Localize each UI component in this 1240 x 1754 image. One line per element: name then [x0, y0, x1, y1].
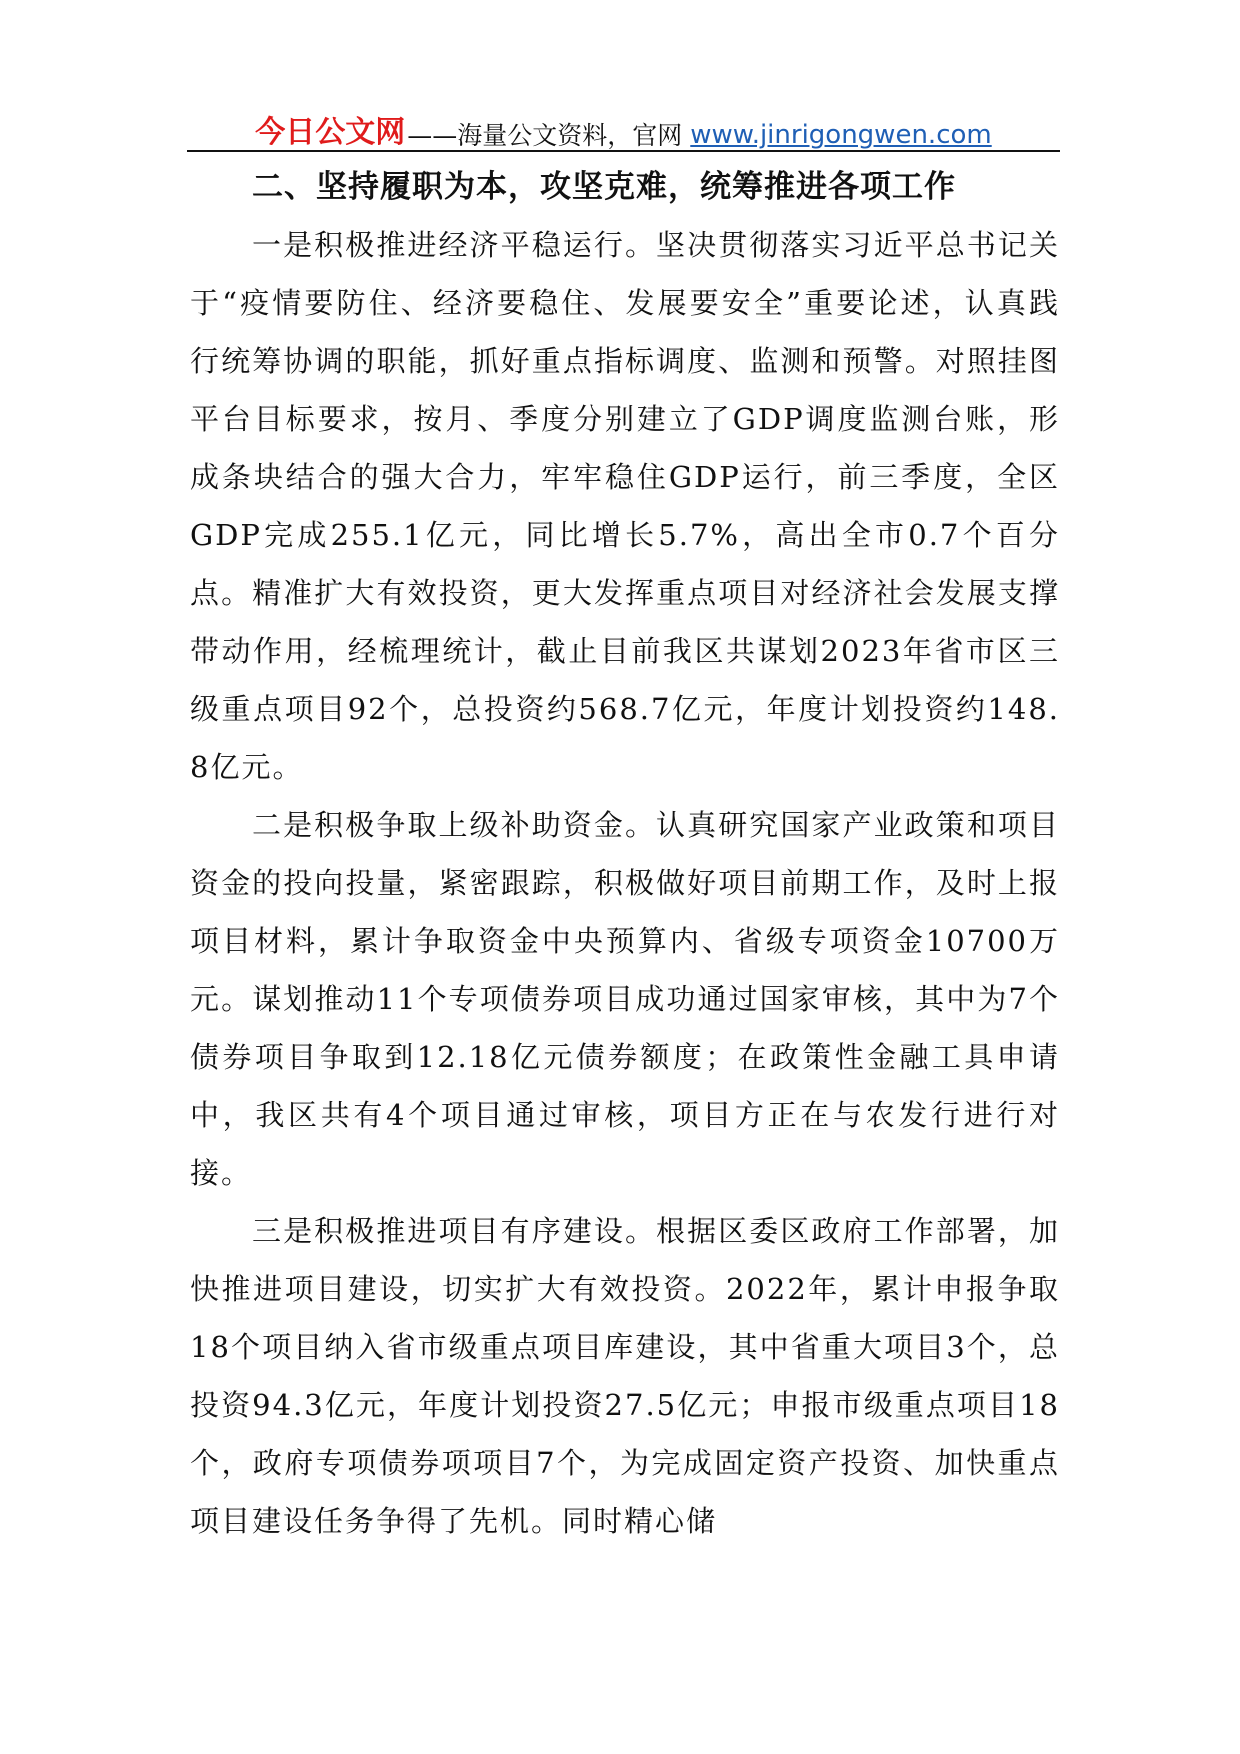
document-body — [190, 158, 1060, 1550]
paragraph-projects: 三是积极推进项目有序建设。根据区委区政府工作部署，加快推进项目建设，切实扩大有效投资。2022年，累计申报争取18个项目纳入省市级重点项目库建设，其中省重大项目3个，总投资94.3亿元，年度计划投资27.5亿元；申报市级重点项目18个，政府专项债券项项目7个，为完成固定资产投资、加快重点项目建设任务争得了先机。同时精心储 — [190, 1214, 1060, 1538]
header-tagline: ——海量公文资料，官网 — [407, 121, 683, 150]
header-divider — [187, 150, 1060, 152]
page-header — [187, 104, 1060, 148]
brand-name: 今日公文网 — [255, 115, 406, 150]
paragraph-funding: 二是积极争取上级补助资金。认真研究国家产业政策和项目资金的投向投量，紧密跟踪，积极做好项目前期工作，及时上报项目材料，累计争取资金中央预算内、省级专项资金10700万元。谋划推动11个专项债券项目成功通过国家审核，其中为7个债券项目争取到12.18亿元债券额度；在政策性金融工具申请中，我区共有4个项目通过审核，项目方正在与农发行进行对接。 — [190, 808, 1060, 1190]
website-link[interactable]: www.jinrigongwen.com — [690, 120, 992, 150]
section-heading: 二、坚持履职为本，攻坚克难，统筹推进各项工作 — [252, 169, 956, 205]
paragraph-economy: 一是积极推进经济平稳运行。坚决贯彻落实习近平总书记关于“疫情要防住、经济要稳住、发展要安全”重要论述，认真践行统筹协调的职能，抓好重点指标调度、监测和预警。对照挂图平台目标要求，按月、季度分别建立了GDP调度监测台账，形成条块结合的强大合力，牢牢稳住GDP运行，前三季度，全区GDP完成255.1亿元，同比增长5.7%，高出全市0.7个百分点。精准扩大有效投资，更大发挥重点项目对经济社会发展支撑带动作用，经梳理统计，截止目前我区共谋划2023年省市区三级重点项目92个，总投资约568.7亿元，年度计划投资约148.8亿元。 — [190, 228, 1060, 784]
